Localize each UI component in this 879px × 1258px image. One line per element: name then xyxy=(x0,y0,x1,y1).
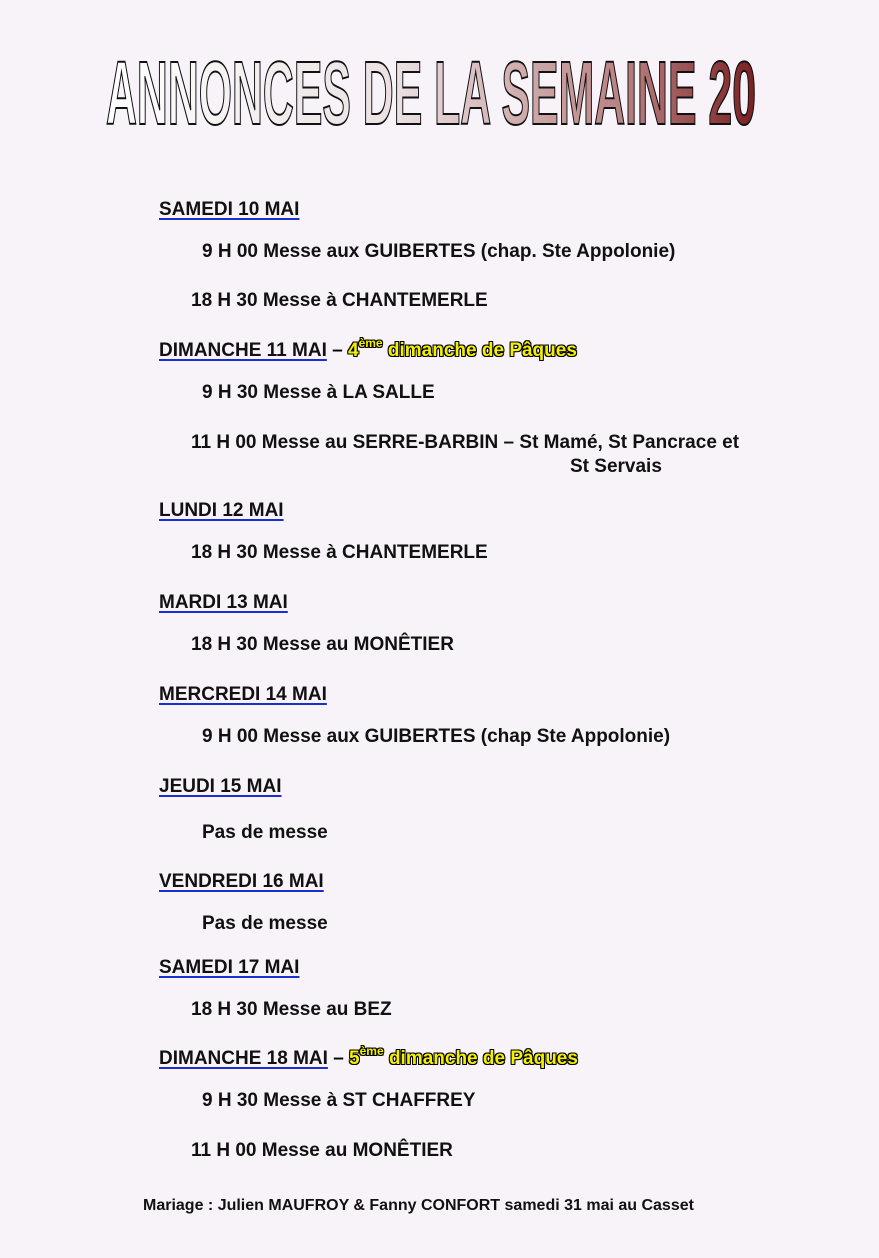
event-line-continued: St Servais xyxy=(570,456,662,477)
day-heading xyxy=(159,500,284,522)
day-label: JEUDI 15 MAI xyxy=(159,776,282,797)
day-heading xyxy=(159,871,324,893)
day-label: MARDI 13 MAI xyxy=(159,592,288,613)
event-line: Pas de messe xyxy=(202,822,328,843)
event-line: 18 H 30 Messe au BEZ xyxy=(191,999,392,1020)
day-label: VENDREDI 16 MAI xyxy=(159,871,324,892)
day-label: LUNDI 12 MAI xyxy=(159,500,284,521)
separator-dash: – xyxy=(332,340,343,361)
event-line: 18 H 30 Messe à CHANTEMERLE xyxy=(191,290,488,311)
day-heading xyxy=(159,336,577,362)
event-line: 18 H 30 Messe à CHANTEMERLE xyxy=(191,542,488,563)
day-heading xyxy=(159,776,281,798)
day-heading xyxy=(159,684,327,706)
day-label: DIMANCHE 11 MAI xyxy=(159,340,327,361)
day-heading xyxy=(159,592,288,614)
wedding-announcement: Mariage : Julien MAUFROY & Fanny CONFORT samedi 31 mai au Casset xyxy=(143,1197,694,1214)
event-line: 9 H 00 Messe aux GUIBERTES (chap. Ste Appolonie) xyxy=(202,241,676,262)
day-label: SAMEDI 10 MAI xyxy=(159,199,300,220)
day-label: SAMEDI 17 MAI xyxy=(159,957,300,978)
event-line: 9 H 30 Messe à ST CHAFFREY xyxy=(202,1090,476,1111)
event-line: 9 H 30 Messe à LA SALLE xyxy=(202,382,435,403)
liturgical-sunday: 4ème dimanche de Pâques xyxy=(348,336,577,361)
event-line: 9 H 00 Messe aux GUIBERTES (chap Ste Appolonie) xyxy=(202,726,671,747)
page-title xyxy=(98,40,764,140)
event-line: 18 H 30 Messe au MONÊTIER xyxy=(191,634,454,655)
day-label: DIMANCHE 18 MAI xyxy=(159,1048,328,1069)
event-line: 11 H 00 Messe au SERRE-BARBIN – St Mamé, St Pancrace et xyxy=(191,432,740,453)
separator-dash: – xyxy=(333,1048,344,1069)
day-heading xyxy=(159,1044,578,1070)
svg-text:ANNONCES DE LA SEMAINE 20: ANNONCES DE LA SEMAINE 20 xyxy=(106,44,756,140)
liturgical-sunday: 5ème dimanche de Pâques xyxy=(349,1044,578,1069)
day-heading xyxy=(159,957,299,979)
event-line: Pas de messe xyxy=(202,913,328,934)
day-label: MERCREDI 14 MAI xyxy=(159,684,327,705)
event-line: 11 H 00 Messe au MONÊTIER xyxy=(191,1140,453,1161)
day-heading xyxy=(159,199,299,221)
